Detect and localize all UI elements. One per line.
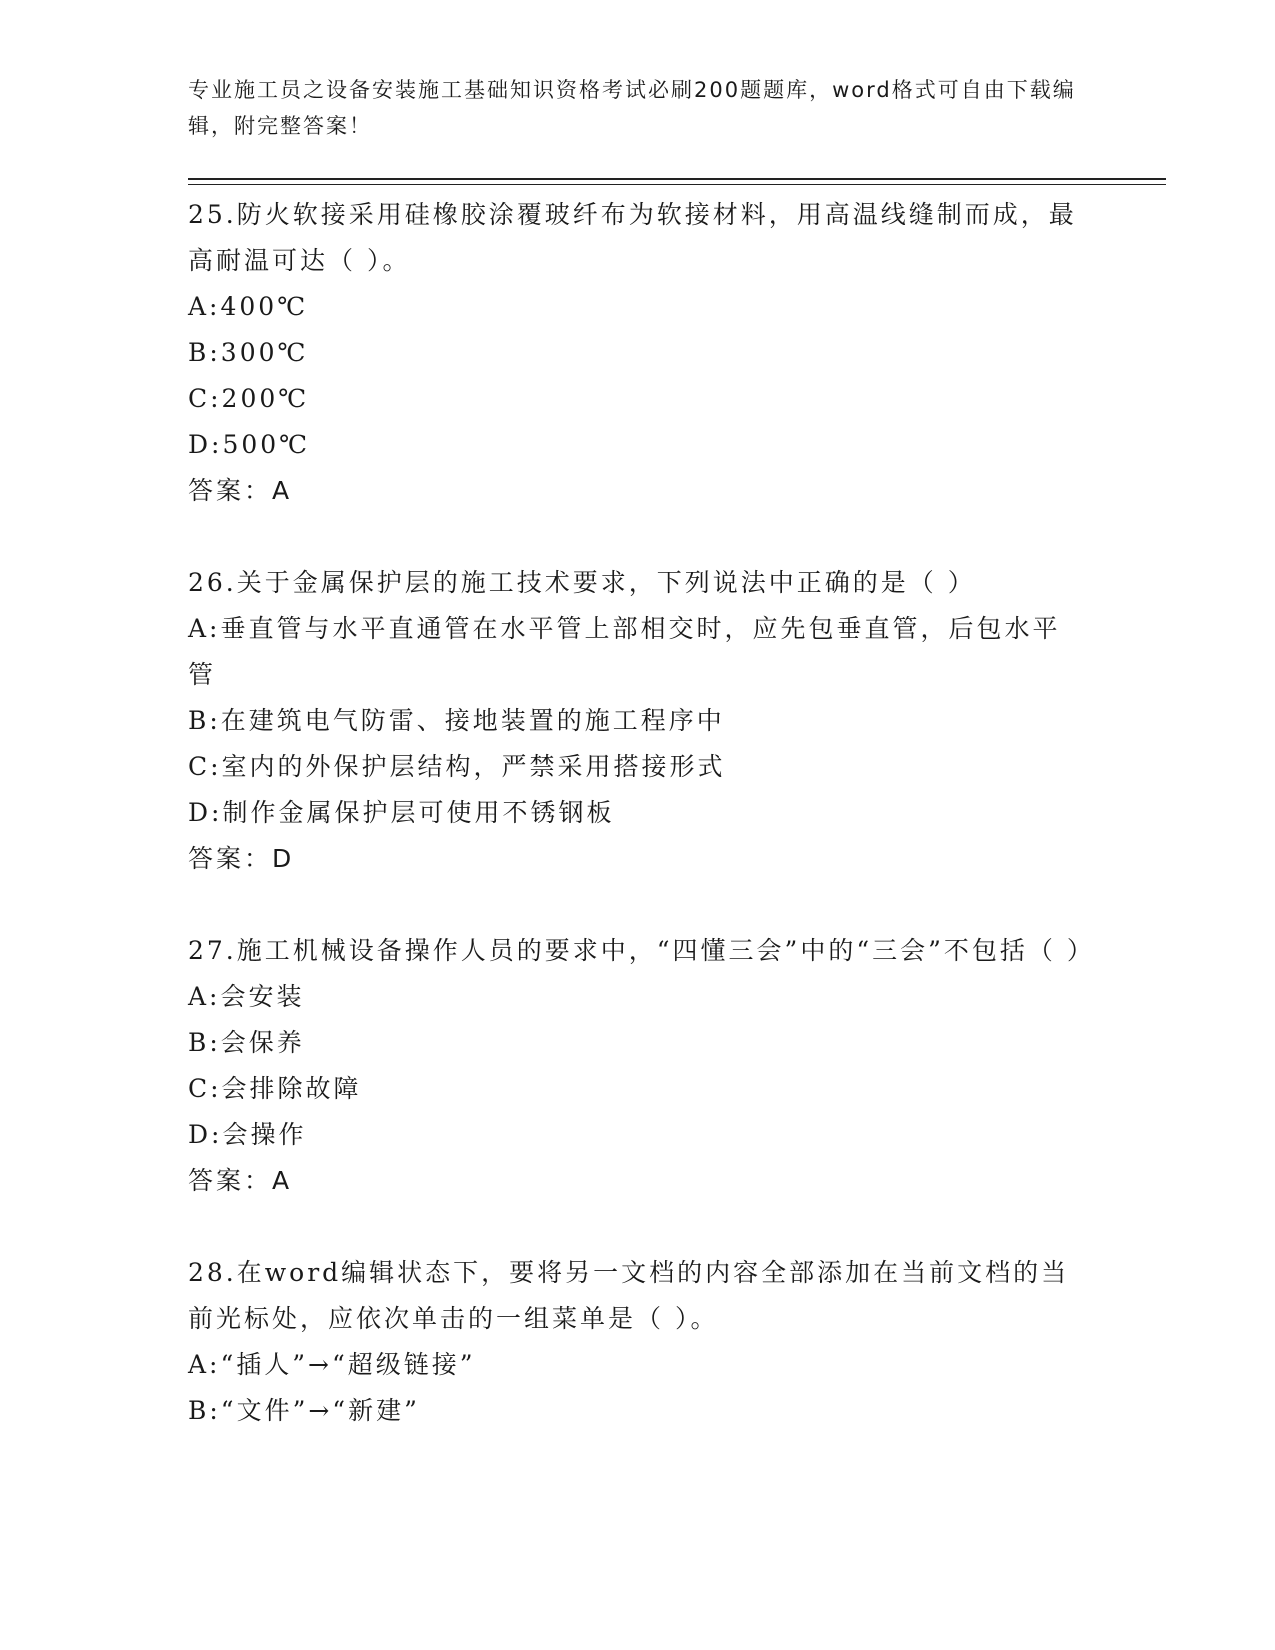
question-stem: 28.在word编辑状态下，要将另一文档的内容全部添加在当前文档的当前光标处，应依次单击的一组菜单是（ ）。 <box>188 1258 1070 1333</box>
option-a: A:垂直管与水平直通管在水平管上部相交时，应先包垂直管，后包水平管 <box>188 614 1061 689</box>
question-26 <box>188 560 1088 882</box>
option-b: B:“文件”→“新建” <box>188 1396 420 1425</box>
option-c: C:室内的外保护层结构，严禁采用搭接形式 <box>188 752 726 781</box>
answer-line: 答案：A <box>188 1166 293 1195</box>
option-d: D:会操作 <box>188 1120 307 1149</box>
option-c: C:200℃ <box>188 384 310 413</box>
option-b: B:在建筑电气防雷、接地装置的施工程序中 <box>188 706 725 735</box>
option-a: A:400℃ <box>188 292 309 321</box>
question-stem: 26.关于金属保护层的施工技术要求，下列说法中正确的是（ ） <box>188 568 976 597</box>
answer-line: 答案：A <box>188 476 293 505</box>
option-a: A:“插人”→“超级链接” <box>188 1350 476 1379</box>
header-divider-thin <box>188 184 1166 185</box>
option-d: D:制作金属保护层可使用不锈钢板 <box>188 798 615 827</box>
question-stem: 25.防火软接采用硅橡胶涂覆玻纤布为软接材料，用高温线缝制而成，最高耐温可达（ ）。 <box>188 200 1077 275</box>
option-c: C:会排除故障 <box>188 1074 362 1103</box>
header-divider-thick <box>188 178 1166 180</box>
option-d: D:500℃ <box>188 430 311 459</box>
question-28 <box>188 1250 1088 1434</box>
answer-line: 答案：D <box>188 844 295 873</box>
question-stem: 27.施工机械设备操作人员的要求中，“四懂三会”中的“三会”不包括（ ） <box>188 936 1095 965</box>
option-a: A:会安装 <box>188 982 305 1011</box>
option-b: B:会保养 <box>188 1028 305 1057</box>
document-header: 专业施工员之设备安装施工基础知识资格考试必刷200题题库，word格式可自由下载编辑，附完整答案！ <box>188 78 1076 138</box>
question-27 <box>188 928 1095 1204</box>
question-list <box>188 192 1095 1434</box>
option-b: B:300℃ <box>188 338 309 367</box>
question-25 <box>188 192 1088 514</box>
